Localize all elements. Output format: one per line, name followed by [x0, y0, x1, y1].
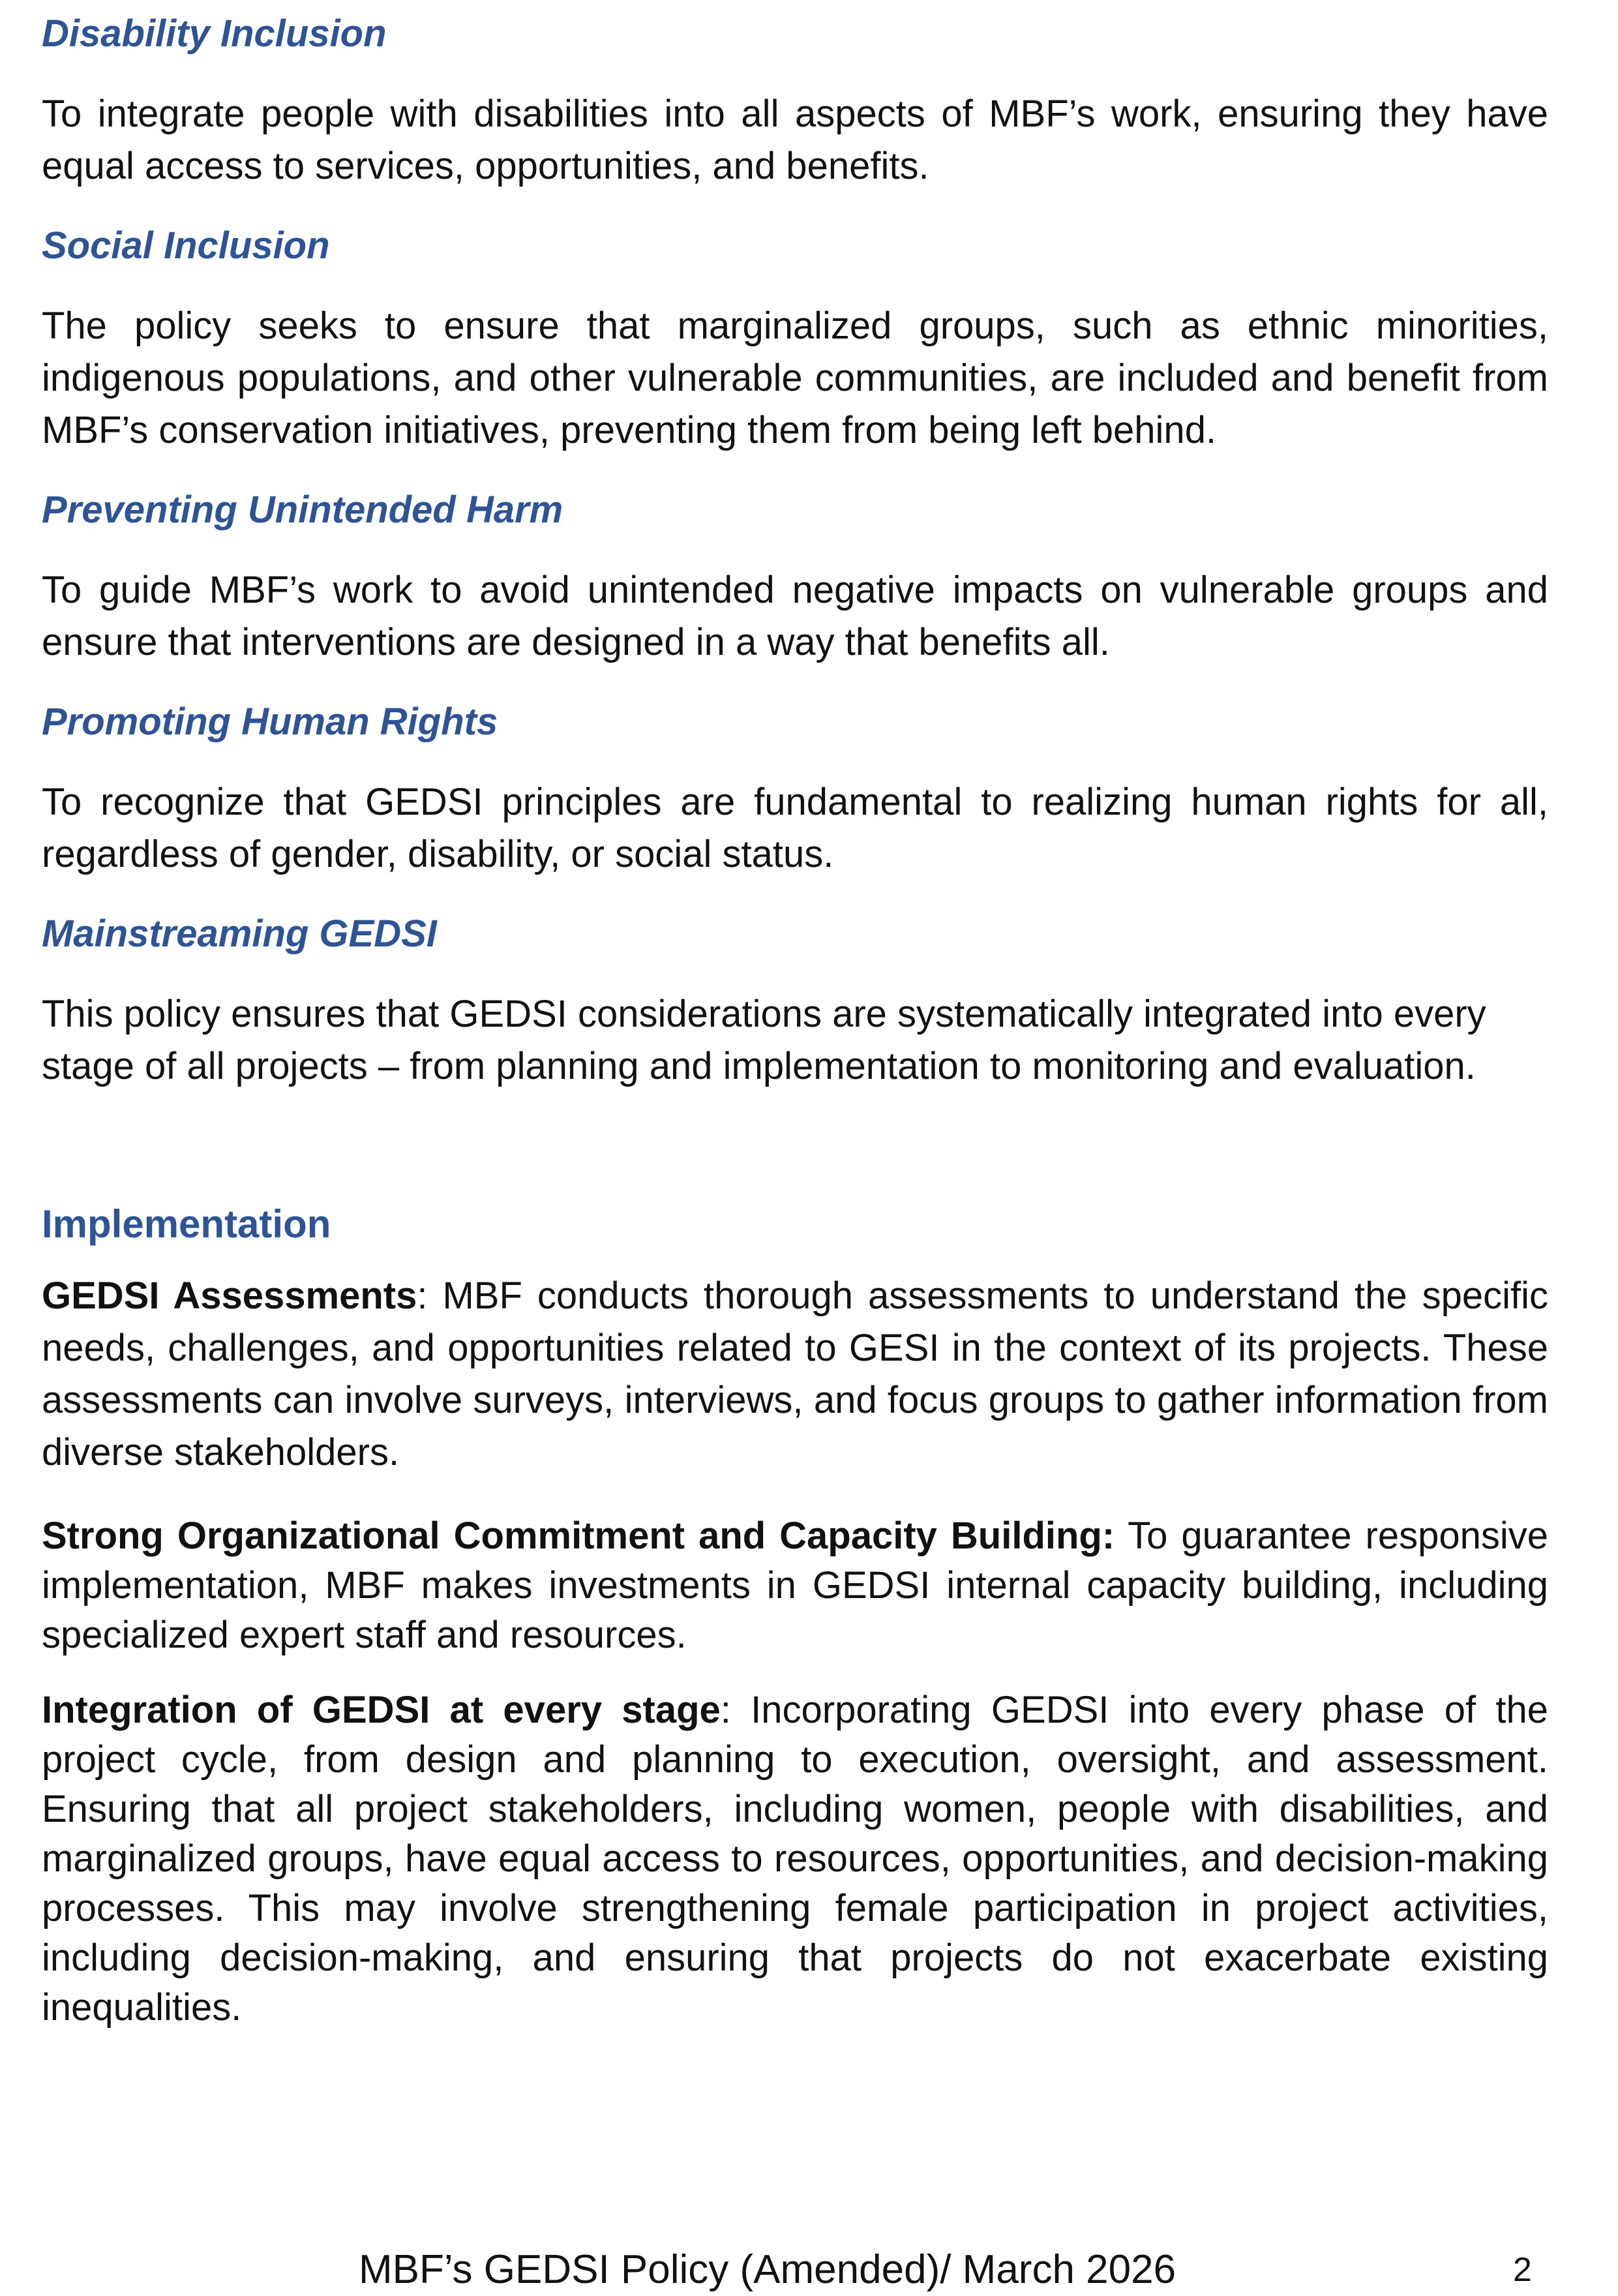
objective-text-mainstreaming: This policy ensures that GEDSI considerations are systematically integrated into every stage of all projects – from planning and implementation to monitoring and evaluation.	[42, 993, 1486, 1087]
objective-heading-disability-inclusion: Disability Inclusion	[42, 12, 387, 55]
implementation-heading: Implementation	[42, 1202, 331, 1246]
objective-heading-social-inclusion: Social Inclusion	[42, 224, 330, 267]
objective-text-disability-inclusion: To integrate people with disabilities into all aspects of MBF’s work, ensuring they have equal access to services, opportunities, and benefits.	[42, 93, 1548, 187]
objective-text-human-rights: To recognize that GEDSI principles are fundamental to realizing human rights for all, regardless of gender, disability, or social status.	[42, 781, 1548, 875]
item-separator: :	[720, 1689, 731, 1731]
item-text: To guarantee responsive implementation, MBF makes investments in GEDSI internal capacity building, including specialized expert staff and resources.	[42, 1515, 1548, 1656]
implementation-item-integration	[42, 1685, 1548, 2032]
objective-heading-mainstreaming: Mainstreaming GEDSI	[42, 913, 437, 955]
implementation-item-commitment	[42, 1511, 1548, 1660]
item-label: Strong Organizational Commitment and Capacity Building:	[42, 1515, 1115, 1557]
objective-text-preventing-harm: To guide MBF’s work to avoid unintended negative impacts on vulnerable groups and ensure that interventions are designed in a way that benefits all.	[42, 569, 1548, 663]
footer-title: MBF’s GEDSI Policy (Amended)/ March 2026	[359, 2247, 1176, 2292]
item-separator: :	[417, 1275, 428, 1317]
objective-text-social-inclusion: The policy seeks to ensure that marginalized groups, such as ethnic minorities, indigenous populations, and other vulnerable communities, are included and benefit from MBF’s conservation initiatives, preventing them from being left behind.	[42, 305, 1548, 451]
page-number: 2	[1513, 2251, 1532, 2289]
implementation-item-assessments	[42, 1270, 1548, 1479]
objective-heading-preventing-harm: Preventing Unintended Harm	[42, 489, 563, 531]
item-text: MBF conducts thorough assessments to understand the specific needs, challenges, and opportunities related to GESI in the context of its projects. These assessments can involve surveys, interviews, and focus groups to gather information from diverse stakeholders.	[42, 1275, 1548, 1473]
item-label: GEDSI Assessments	[42, 1275, 417, 1317]
item-text: Incorporating GEDSI into every phase of the project cycle, from design and planning to execution, oversight, and assessment. Ensuring that all project stakeholders, including women, people with disabilities, and marginalized groups, have equal access to resources, opportunities, and decision-making processes. This may involve strengthening female participation in project activities, including decision-making, and ensuring that projects do not exacerbate existing inequalities.	[42, 1689, 1548, 2029]
objective-heading-human-rights: Promoting Human Rights	[42, 701, 498, 743]
item-label: Integration of GEDSI at every stage	[42, 1689, 721, 1731]
